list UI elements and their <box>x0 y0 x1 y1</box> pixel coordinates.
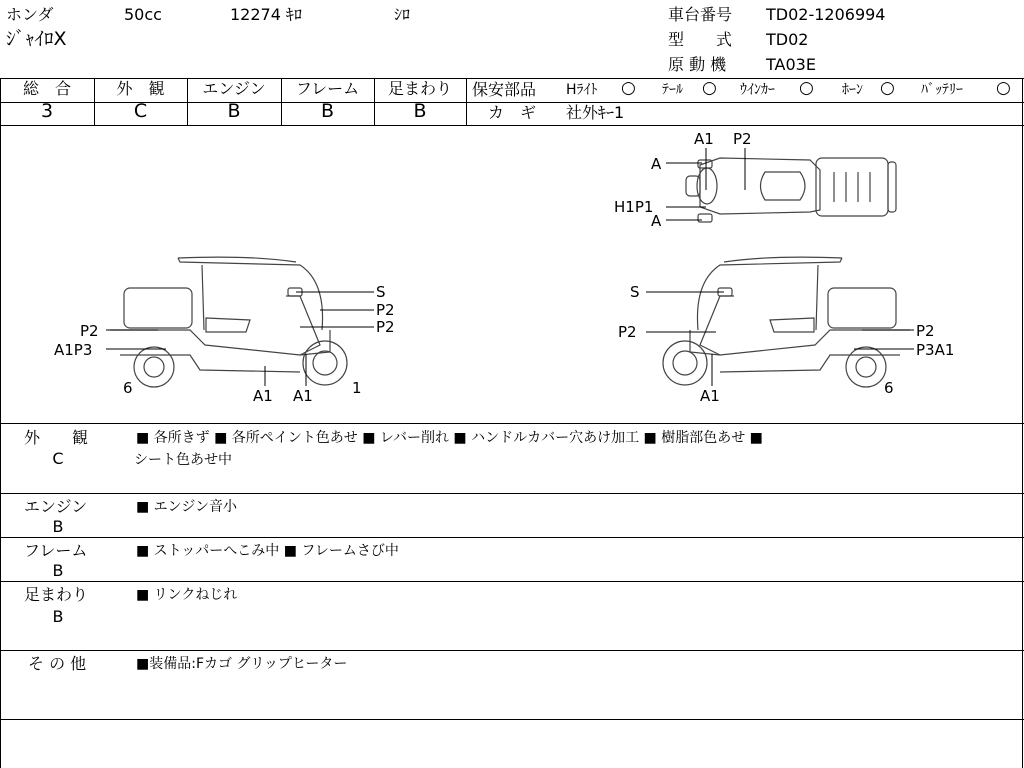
safety-mark-battery: ○ <box>996 78 1011 98</box>
grade-value-frame: B <box>320 100 335 122</box>
divider <box>466 78 467 125</box>
note-line-exterior-1: ■ 各所きず ■ 各所ペイント色あせ ■ レバー削れ ■ ハンドルカバー穴あけ加工 ■ 樹脂部色あせ ■ <box>136 430 763 446</box>
safety-item-winker: ｳｲﾝｶｰ <box>740 82 775 98</box>
note-label-other: そ の 他 <box>28 654 87 673</box>
diagram-label: S <box>630 283 640 301</box>
divider <box>0 650 1024 651</box>
note-label-exterior: 外 観 <box>24 428 89 447</box>
divider <box>466 102 1024 103</box>
diagram-label: A1 <box>700 387 720 405</box>
right-view-vehicle <box>663 257 910 387</box>
note-line-exterior-2: シート色あせ中 <box>134 452 232 468</box>
note-grade-engine: B <box>52 517 64 536</box>
frame-no: TD02-1206994 <box>766 5 886 24</box>
divider <box>0 493 1024 494</box>
left-view-vehicle <box>110 257 347 387</box>
divider <box>1022 78 1023 768</box>
divider <box>0 581 1024 582</box>
grade-value-suspension: B <box>413 100 427 122</box>
type-label: 型 式 <box>668 30 733 49</box>
key-label: カ ギ <box>488 103 537 122</box>
safety-item-headlight: Hﾗｲﾄ <box>566 82 598 98</box>
safety-item-tail: ﾃｰﾙ <box>662 82 683 98</box>
safety-mark-horn: ○ <box>880 78 895 98</box>
engine-value: TA03E <box>766 55 816 74</box>
divider <box>0 719 1024 720</box>
diagram-label: A <box>651 212 662 230</box>
diagram-label: A1 <box>253 387 273 405</box>
note-line-other: ■装備品:Fカゴ グリップヒーター <box>136 656 348 672</box>
safety-mark-headlight: ○ <box>621 78 636 98</box>
engine-label: 原 動 機 <box>668 55 727 74</box>
note-grade-suspension: B <box>52 607 64 626</box>
safety-mark-tail: ○ <box>702 78 717 98</box>
diagram-label: P2 <box>376 318 395 336</box>
key-value: 社外ｷｰ1 <box>566 103 625 122</box>
grade-value-overall: 3 <box>40 100 54 122</box>
diagram-label: P3A1 <box>916 341 955 359</box>
grade-value-exterior: C <box>133 100 148 122</box>
diagram-label: H1P1 <box>614 198 654 216</box>
grade-label-frame: フレーム <box>295 79 360 98</box>
diagram-label: A1 <box>694 130 714 148</box>
right-view-leaders <box>646 292 914 386</box>
safety-item-horn: ﾎｰﾝ <box>842 82 863 98</box>
maker: ホンダ <box>6 5 54 24</box>
diagram-label: 6 <box>884 379 894 397</box>
mileage: 12274 ｷﾛ <box>230 5 302 24</box>
note-line-engine: ■ エンジン音小 <box>136 499 237 515</box>
grade-label-suspension: 足まわり <box>387 79 452 98</box>
frame-no-label: 車台番号 <box>668 5 733 24</box>
grade-label-engine: エンジン <box>202 79 266 98</box>
top-view-label-group <box>614 130 752 230</box>
right-view-label-group <box>618 283 954 405</box>
safety-label: 保安部品 <box>472 80 537 99</box>
top-view-vehicle <box>686 158 896 222</box>
diagram-label: P2 <box>80 322 99 340</box>
left-view-label-group <box>54 283 395 405</box>
diagram-label: P2 <box>376 301 395 319</box>
grade-label-exterior: 外 観 <box>116 79 165 98</box>
note-line-frame: ■ ストッパーへこみ中 ■ フレームさび中 <box>136 543 399 559</box>
diagram-label: 1 <box>352 379 362 397</box>
vehicle-diagram <box>0 126 1022 422</box>
diagram-label: S <box>376 283 386 301</box>
diagram-label: P2 <box>618 323 637 341</box>
safety-item-battery: ﾊﾞｯﾃﾘｰ <box>921 82 963 98</box>
note-label-frame: フレーム <box>24 541 88 560</box>
diagram-label: P2 <box>916 322 935 340</box>
divider <box>0 423 1024 424</box>
divider <box>0 537 1024 538</box>
color: ｼﾛ <box>394 5 411 24</box>
diagram-label: A <box>651 155 662 173</box>
model-name: ｼﾞｬｲﾛX <box>6 28 67 50</box>
note-line-suspension: ■ リンクねじれ <box>136 587 238 603</box>
diagram-label: A1P3 <box>54 341 93 359</box>
grade-label-overall: 総 合 <box>22 79 71 98</box>
safety-mark-winker: ○ <box>799 78 814 98</box>
note-grade-exterior: C <box>52 449 64 468</box>
grade-value-engine: B <box>227 100 241 122</box>
note-grade-frame: B <box>52 561 64 580</box>
diagram-label: P2 <box>733 130 752 148</box>
diagram-label: 6 <box>123 379 133 397</box>
diagram-label: A1 <box>293 387 313 405</box>
displacement: 50cc <box>124 5 162 24</box>
note-label-suspension: 足まわり <box>24 585 89 604</box>
note-label-engine: エンジン <box>24 497 88 516</box>
type-value: TD02 <box>766 30 809 49</box>
